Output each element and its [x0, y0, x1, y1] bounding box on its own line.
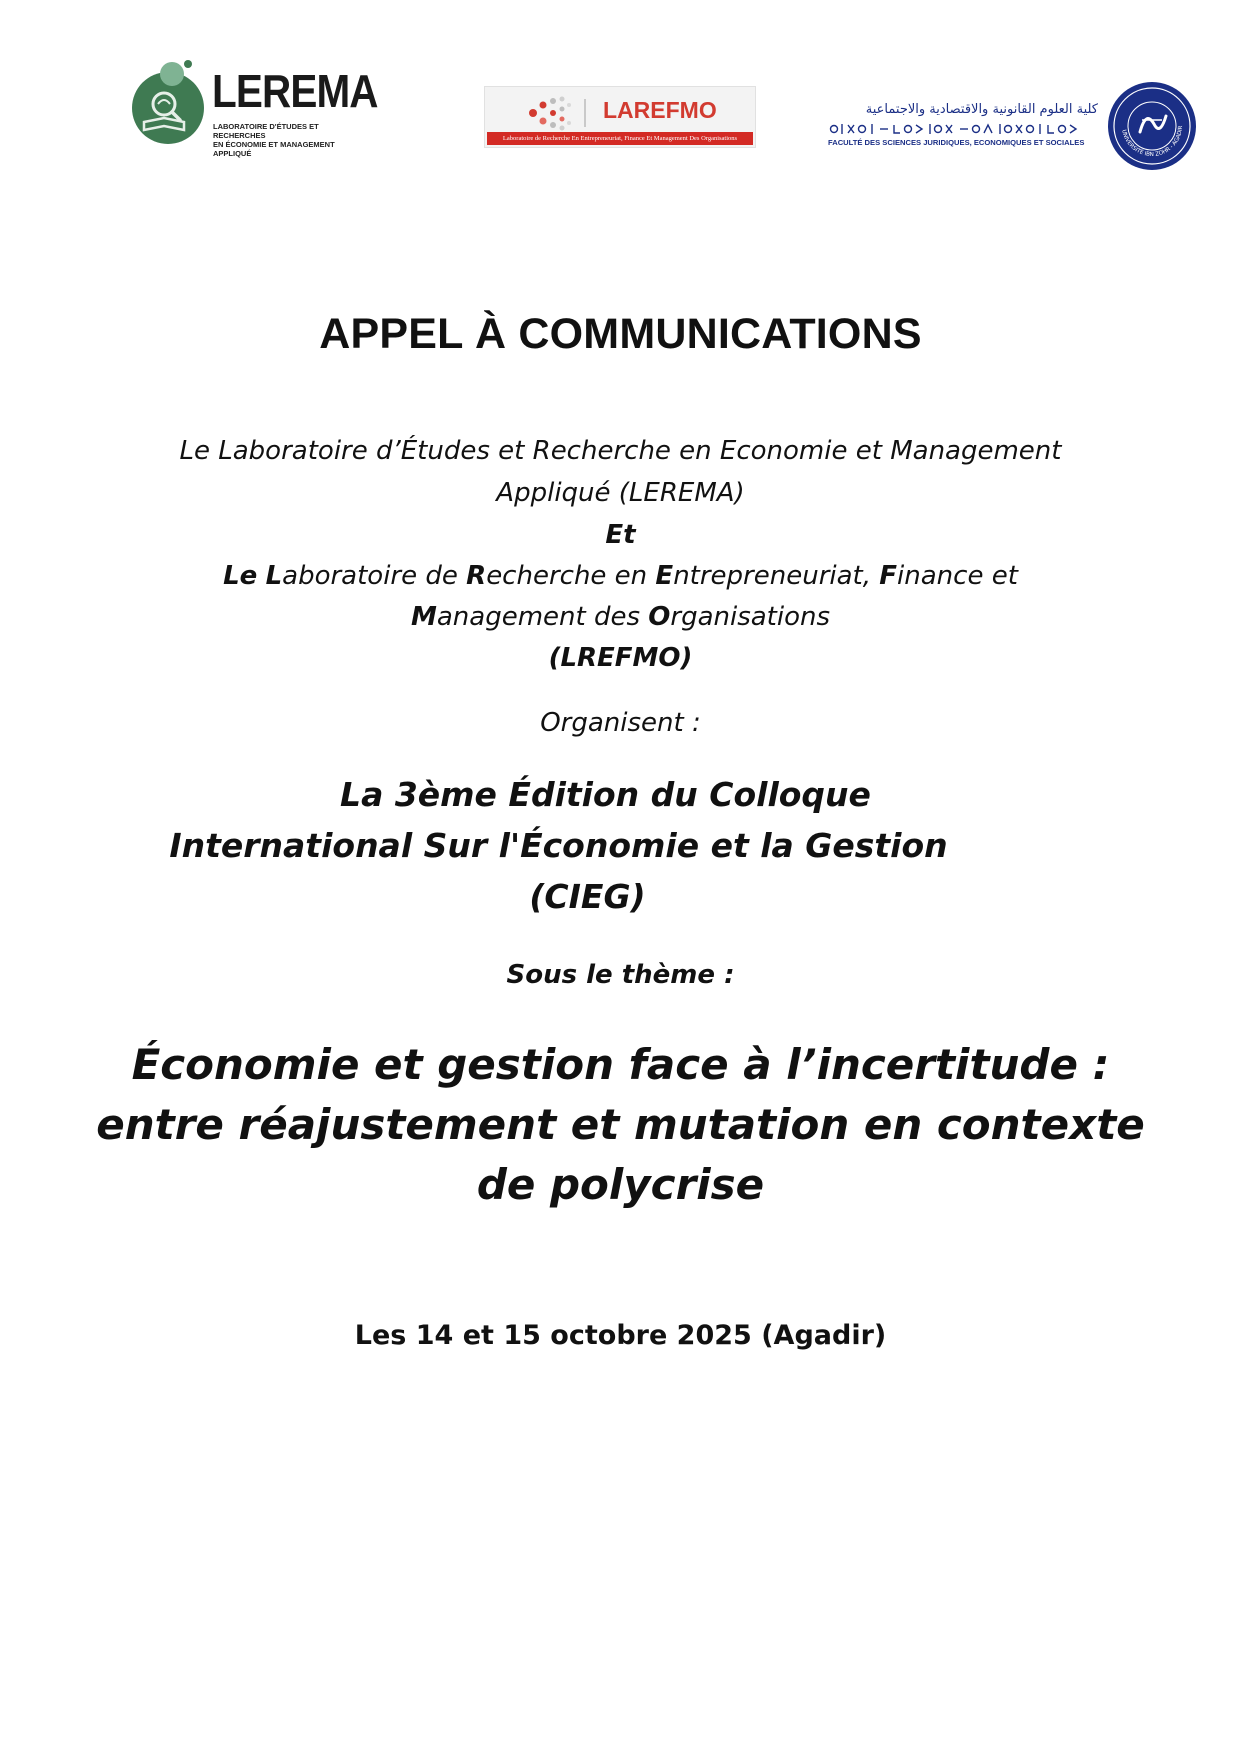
- lerema-subtitle-line1: LABORATOIRE D'ÉTUDES ET RECHERCHES: [213, 122, 319, 140]
- lab2-text-rganisations: rganisations: [670, 602, 831, 632]
- event-date: Les 14 et 15 octobre 2025 (Agadir): [354, 1320, 887, 1351]
- lab2-line2: [0, 602, 1241, 632]
- lab2-initial-f: F: [879, 561, 898, 591]
- lab2-line1: [0, 561, 1241, 591]
- organisent-label: Organisent :: [540, 708, 701, 738]
- edition-line3: (CIEG): [529, 877, 646, 916]
- lab2-initial-o: O: [648, 602, 671, 632]
- seal-text: UNIVERSITÉ IBN ZOHR - AGADIR: [1120, 125, 1185, 159]
- theme-line2: entre réajustement et mutation en contexte: [96, 1100, 1145, 1149]
- lerema-emblem-icon: [120, 60, 210, 150]
- theme-label: Sous le thème :: [506, 960, 735, 990]
- lab1-line1: Le Laboratoire d’Études et Recherche en Economie et Management: [179, 436, 1062, 466]
- lab1-line2: Appliqué (LEREMA): [496, 478, 745, 508]
- larefmo-separator: [584, 99, 586, 127]
- lab2-text-aboratoire: aboratoire de: [282, 561, 467, 591]
- lab2-text-anagement: anagement des: [436, 602, 649, 632]
- university-seal-icon: [1106, 80, 1198, 172]
- et-connector: Et: [605, 520, 636, 550]
- fsjes-tifinagh-line: [828, 123, 1084, 135]
- lab2-text-echerche: echerche en: [486, 561, 656, 591]
- lab2-initial-m: M: [410, 602, 437, 632]
- larefmo-logo: [484, 86, 756, 148]
- page-title: APPEL À COMMUNICATIONS: [319, 310, 922, 358]
- larefmo-wordmark: LAREFMO: [603, 97, 717, 123]
- lerema-subtitle: [213, 122, 363, 158]
- fsjes-logo: [822, 80, 1202, 170]
- larefmo-band: Laboratoire de Recherche En Entrepreneuriat, Finance Et Management Des Organisations: [487, 132, 753, 145]
- fsjes-arabic-name: كلية العلوم القانونية والاقتصادية والاجتماعية: [865, 102, 1098, 117]
- fsjes-french-name: FACULTÉ DES SCIENCES JURIDIQUES, ECONOMIQUES ET SOCIALES: [828, 138, 1085, 147]
- lab2-word-le: Le: [223, 561, 258, 591]
- edition-line2: International Sur l'Économie et la Gestion: [169, 826, 948, 865]
- lerema-logo: [120, 60, 378, 160]
- edition-line1: La 3ème Édition du Colloque: [340, 775, 871, 814]
- lab2-initial-e: E: [655, 561, 674, 591]
- lab2-text-inance: inance et: [897, 561, 1018, 591]
- theme-line1: Économie et gestion face à l’incertitude :: [131, 1040, 1110, 1089]
- lerema-subtitle-line2: EN ÉCONOMIE ET MANAGEMENT APPLIQUÉ: [213, 140, 335, 158]
- theme-line3: de polycrise: [476, 1160, 765, 1209]
- lab2-initial-l: L: [265, 561, 283, 591]
- lab2-text-ntrepreneuriat: ntrepreneuriat,: [673, 561, 880, 591]
- lerema-wordmark: LEREMA: [212, 65, 378, 117]
- lab2-acronym: (LREFMO): [548, 643, 693, 673]
- lab2-space: [257, 561, 265, 591]
- lab2-initial-r: R: [466, 561, 487, 591]
- larefmo-dots-icon: [523, 93, 573, 133]
